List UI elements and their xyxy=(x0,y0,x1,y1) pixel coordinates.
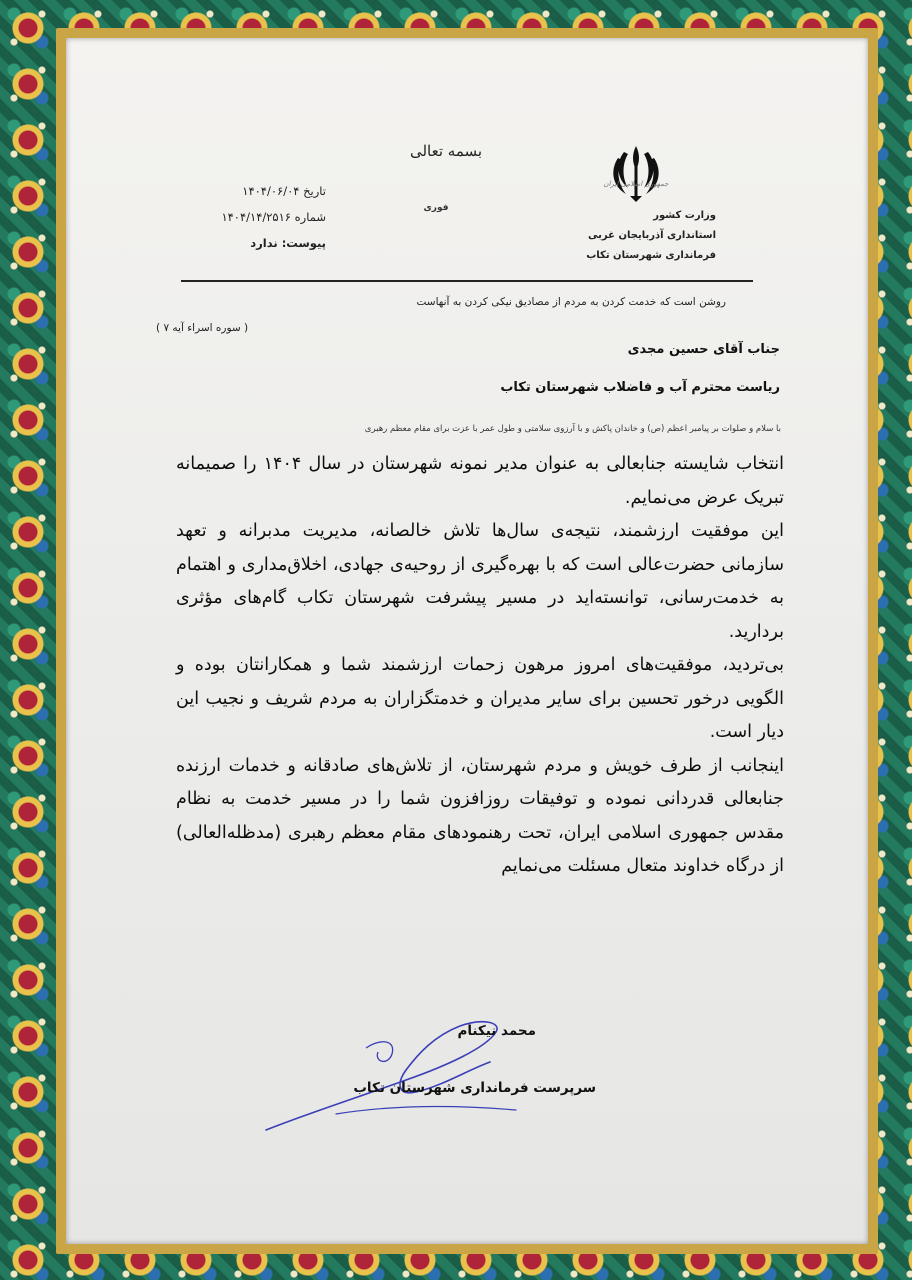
letter-number: شماره ۱۴۰۴/۱۴/۲۵۱۶ xyxy=(221,210,326,224)
ministry-name: وزارت کشور xyxy=(653,210,716,221)
province-office-name: استانداری آذربایجان غربی xyxy=(588,230,716,241)
county-office-name: فرمانداری شهرستان تکاب xyxy=(586,250,716,261)
signer-title: سرپرست فرمانداری شهرستان تکاب xyxy=(353,1080,596,1096)
body-paragraph: بی‌تردید، موفقیت‌های امروز مرهون زحمات ارزشمند شما و همکارانتان بوده و الگویی درخور تحسین برای سایر مدیران و خدمتگزاران به مردم شریف و نجیب این دیار است. xyxy=(176,655,784,742)
body-paragraph: انتخاب شایسته جنابعالی به عنوان مدیر نمونه شهرستان در سال ۱۴۰۴ را صمیمانه تبریک عرض می‌نمایم. xyxy=(176,454,784,508)
letter-paper xyxy=(66,38,868,1244)
letter-attachment: پیوست: ندارد xyxy=(250,236,326,250)
header-divider xyxy=(181,280,753,282)
salutation-line: با سلام و صلوات بر پیامبر اعظم (ص) و خاندان پاکش و با آرزوی سلامتی و طول عمر با عزت برای مقام معظم رهبری xyxy=(364,424,781,434)
letter-body xyxy=(176,448,784,884)
quran-verse: روشن است که خدمت کردن به مردم از مصادیق نیکی کردن به آنهاست xyxy=(416,296,726,308)
recipient-title: ریاست محترم آب و فاضلاب شهرستان تکاب xyxy=(500,380,780,395)
body-paragraph: اینجانب از طرف خویش و مردم شهرستان، از تلاش‌های صادقانه و خدمات ارزنده جنابعالی قدردانی نموده و توفیقات روزافزون شما را در مسیر خدمت به نظام مقدس جمهوری اسلامی ایران، تحت رهنمودهای مقام معظم رهبری (مدظله‌العالی) از درگاه خداوند متعال مسئلت می‌نمایم xyxy=(176,755,784,876)
recipient-name: جناب آقای حسین مجدی xyxy=(627,342,780,357)
bismillah-heading: بسمه تعالی xyxy=(409,142,483,160)
body-paragraph: این موفقیت ارزشمند، نتیجه‌ی سال‌ها تلاش خالصانه، مدیریت مدبرانه و تعهد سازمانی حضرت‌عالی است که با بهره‌گیری از روحیه‌ی جهادی، اخلاق‌مداری و اهتمام به خدمت‌رسانی، توانسته‌اید در مسیر پیشرفت شهرستان تکاب گام‌های مؤثری بردارید. xyxy=(176,521,784,642)
small-stamp: فوری xyxy=(423,203,449,213)
verse-reference: ( سوره اسراء آیه ۷ ) xyxy=(156,322,249,334)
letter-meta xyxy=(166,178,326,256)
signer-name: محمد نیکنام xyxy=(457,1023,536,1039)
emblem-caption: جمهوری اسلامی ایران xyxy=(603,180,669,188)
letter-date: تاریخ ۱۴۰۴/۰۶/۰۴ xyxy=(242,184,326,198)
letterhead-block xyxy=(536,206,716,266)
